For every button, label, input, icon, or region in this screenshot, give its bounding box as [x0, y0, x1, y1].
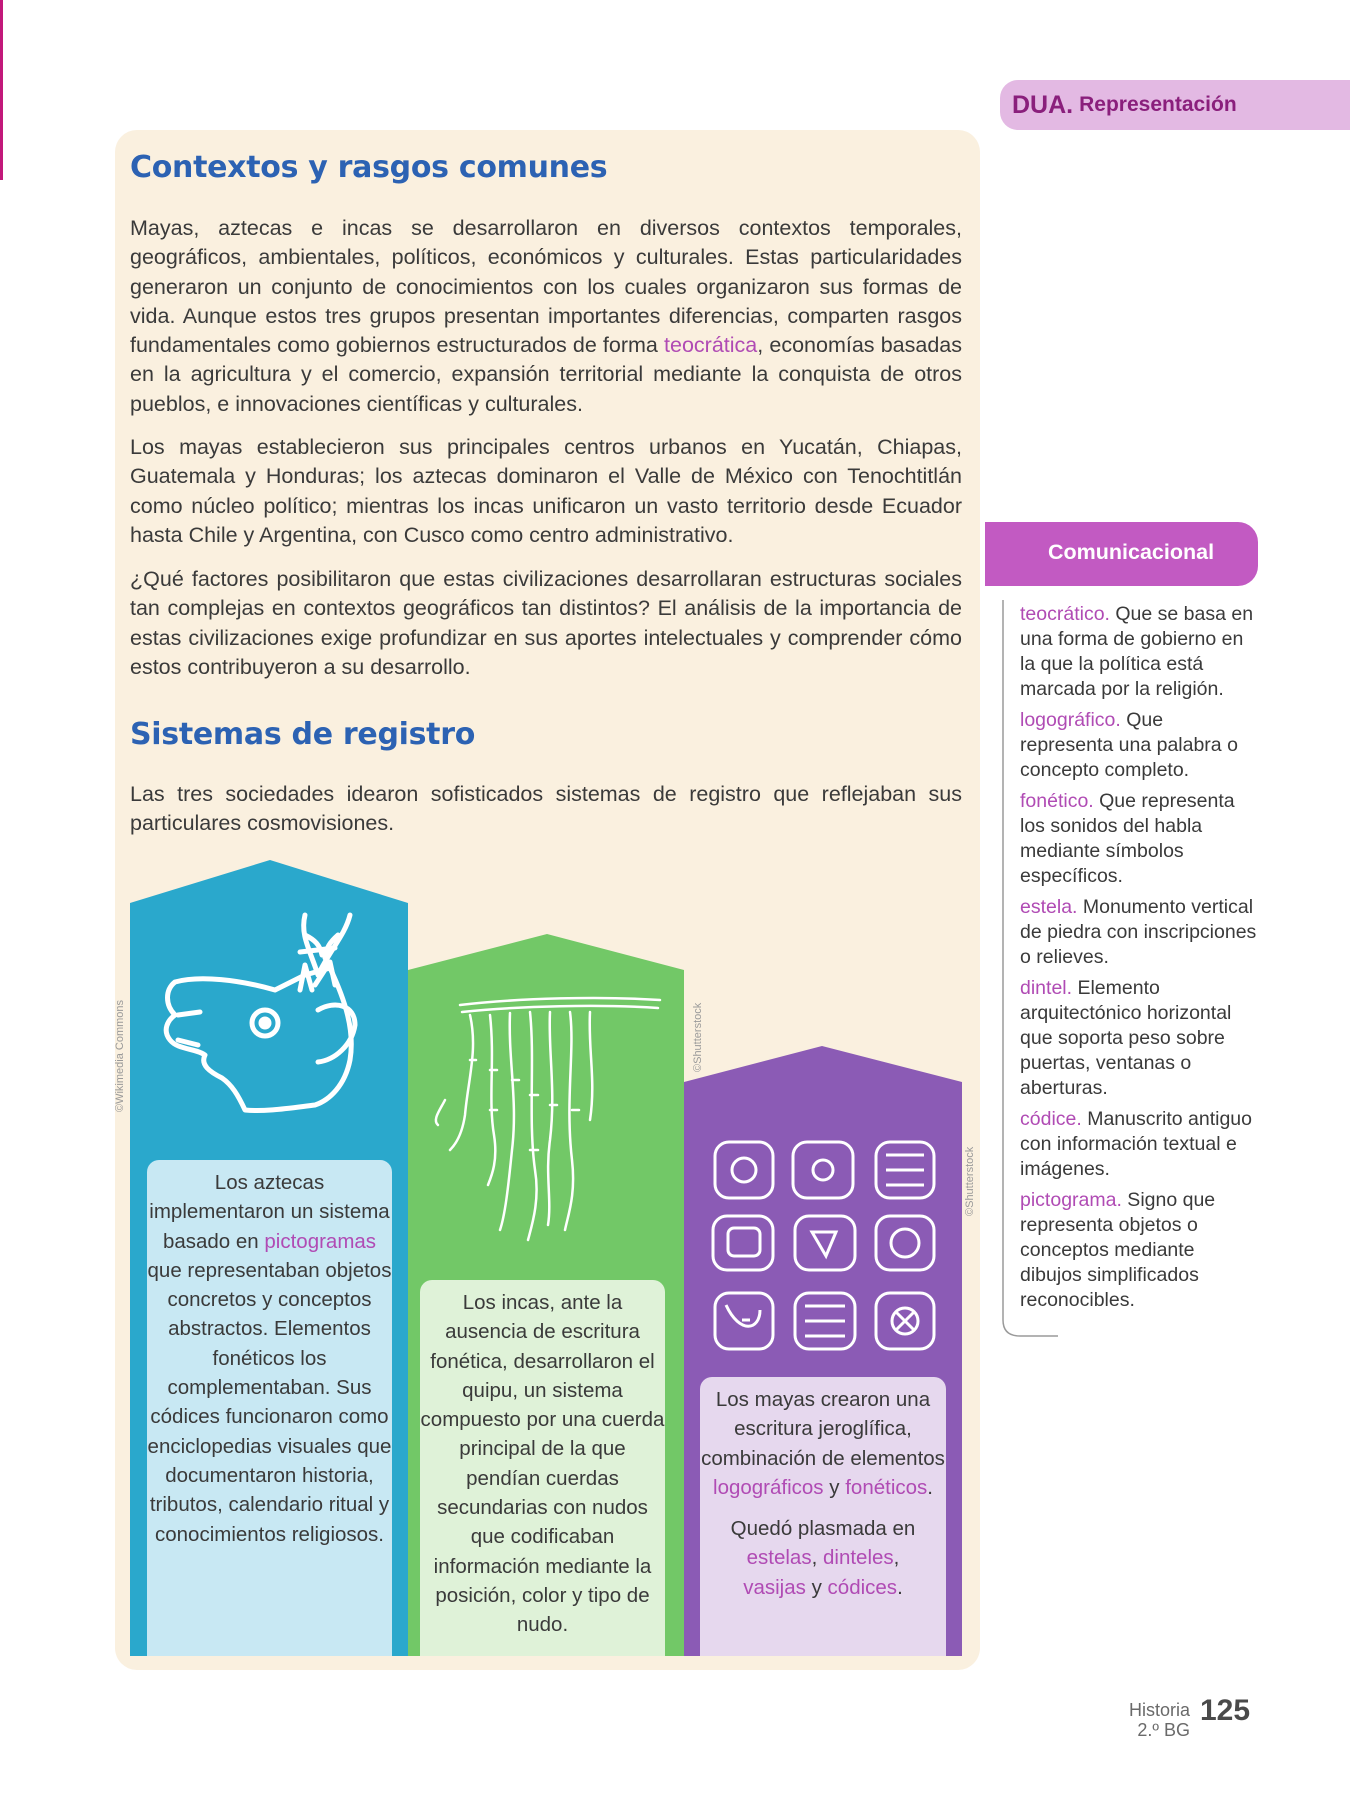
dua-label: DUA. [1012, 90, 1074, 119]
maya-text-1b: y [823, 1475, 846, 1499]
term-logograficos: logográficos [713, 1475, 824, 1499]
page-number: 125 [1200, 1694, 1251, 1727]
footer-subject-name: Historia [1128, 1700, 1190, 1720]
term-codices: códices [827, 1575, 898, 1599]
glossary-term: dintel. [1020, 977, 1073, 999]
paragraph-contextos-2: Los mayas establecieron sus principales centros urbanos en Yucatán, Chiapas, Guatemala y Honduras; los aztecas dominaron el Valle de México con Tenochtitlán como núcleo político; mientras los incas unificaron un vasto territorio desde Ecuador hasta Chile y Argentina, con Cusco como centro administrativo. [130, 435, 962, 547]
maya-card [700, 1377, 946, 1656]
glossary [1020, 602, 1260, 1319]
maya-text-2s1: , [811, 1546, 823, 1570]
glossary-entry [1020, 976, 1260, 1101]
glossary-definition: Que representa los sonidos del habla mediante símbolos específicos. [1020, 790, 1235, 887]
term-foneticos: fonéticos [845, 1475, 928, 1499]
paragraph-contextos-3: ¿Qué factores posibilitaron que estas civilizaciones desarrollaran estructuras sociales tan complejas en contextos geográficos tan distintos? El análisis de la importancia de estas civilizaciones exige profundizar en sus aportes intelectuales y comprender cómo estos contribuyeron a su desarrollo. [130, 567, 962, 679]
glossary-definition: Que se basa en una forma de gobierno en la que la política está marcada por la religión. [1020, 603, 1254, 700]
glossary-definition: Elemento arquitectónico horizontal que soporta peso sobre puertas, ventanas o aberturas. [1020, 977, 1232, 1099]
section-title-sistemas: Sistemas de registro [130, 717, 476, 752]
aztec-card-text-b: que representaban objetos concretos y conceptos abstractos. Elementos fonéticos los complementaban. Sus códices funcionaron como enciclopedias visuales que documentaron historia, tributos, calendario ritual y conocimientos religiosos. [147, 1258, 392, 1546]
maya-text-2a: Quedó plasmada en [730, 1517, 916, 1541]
aztec-card [147, 1160, 392, 1656]
glossary-definition: Que representa una palabra o concepto completo. [1020, 709, 1238, 781]
maya-text-1a: Los mayas crearon una escritura jeroglífica, combinación de elementos [701, 1388, 945, 1470]
term-dinteles: dinteles [823, 1546, 894, 1570]
maya-text-2s3: y [805, 1575, 828, 1599]
glossary-term: estela. [1020, 896, 1078, 918]
maya-card-paragraph-2 [700, 1514, 946, 1602]
glossary-term: teocrático. [1020, 603, 1110, 625]
term-teocratica: teocrática [664, 333, 758, 358]
maya-text-1c: . [927, 1475, 933, 1499]
term-estelas: estelas [746, 1546, 812, 1570]
glossary-entry [1020, 708, 1260, 783]
p1-text-b: , economías basadas en la agricultura y el comercio, expansión territorial mediante la conquista de otros pueblos, e innovaciones científicas y culturales. [130, 333, 962, 416]
term-pictogramas: pictogramas [264, 1229, 377, 1253]
glossary-term: pictograma. [1020, 1189, 1122, 1211]
glossary-definition: Manuscrito antiguo con información textual e imágenes. [1020, 1108, 1252, 1180]
glossary-definition: Signo que representa objetos o conceptos mediante dibujos simplificados reconocibles. [1020, 1189, 1216, 1311]
glossary-term: fonético. [1020, 790, 1094, 812]
glossary-entry [1020, 1188, 1260, 1313]
glossary-term: logográfico. [1020, 709, 1121, 731]
term-vasijas: vasijas [743, 1575, 806, 1599]
glossary-entry [1020, 1107, 1260, 1182]
section-title-contextos: Contextos y rasgos comunes [130, 150, 608, 185]
footer-subject [1110, 1700, 1190, 1740]
footer-grade: 2.º BG [1137, 1720, 1190, 1740]
glossary-entry [1020, 602, 1260, 702]
inca-card: Los incas, ante la ausencia de escritura fonética, desarrollaron el quipu, un sistema compuesto por una cuerda principal de la que pendían cuerdas secundarias con nudos que codificaban información mediante la posición, color y tipo de nudo. [420, 1280, 665, 1656]
glossary-entry [1020, 895, 1260, 970]
credit-shutterstock-inca: ©Shutterstock [692, 1002, 704, 1072]
maya-text-2s2: , [893, 1546, 900, 1570]
glossary-term: códice. [1020, 1108, 1082, 1130]
comunicacional-label: Comunicacional [1048, 540, 1215, 564]
maya-text-2c: . [897, 1575, 903, 1599]
p1-text-a: Mayas, aztecas e incas se desarrollaron en diversos contextos temporales, geográficos, ambientales, políticos, económicos y culturales. Estas particularidades generaron un conjunto de conocimientos con los cuales organizaron sus formas de vida. Aunque estos tres grupos presentan importantes diferencias, comparten rasgos fundamentales como gobiernos estructurados de forma [130, 216, 962, 358]
credit-shutterstock-maya: ©Shutterstock [964, 1146, 976, 1216]
credit-wikimedia: ©Wikimedia Commons [114, 999, 126, 1112]
glossary-definition: Monumento vertical de piedra con inscripciones o relieves. [1020, 896, 1257, 968]
glossary-entry [1020, 789, 1260, 889]
paragraph-sistemas: Las tres sociedades idearon sofisticados sistemas de registro que reflejaban sus particulares cosmovisiones. [130, 782, 962, 836]
dua-sub-label: Representación [1079, 93, 1237, 116]
maya-card-paragraph-1 [700, 1385, 946, 1502]
aztec-card-text-a: Los aztecas implementaron un sistema basado en [149, 1171, 390, 1253]
